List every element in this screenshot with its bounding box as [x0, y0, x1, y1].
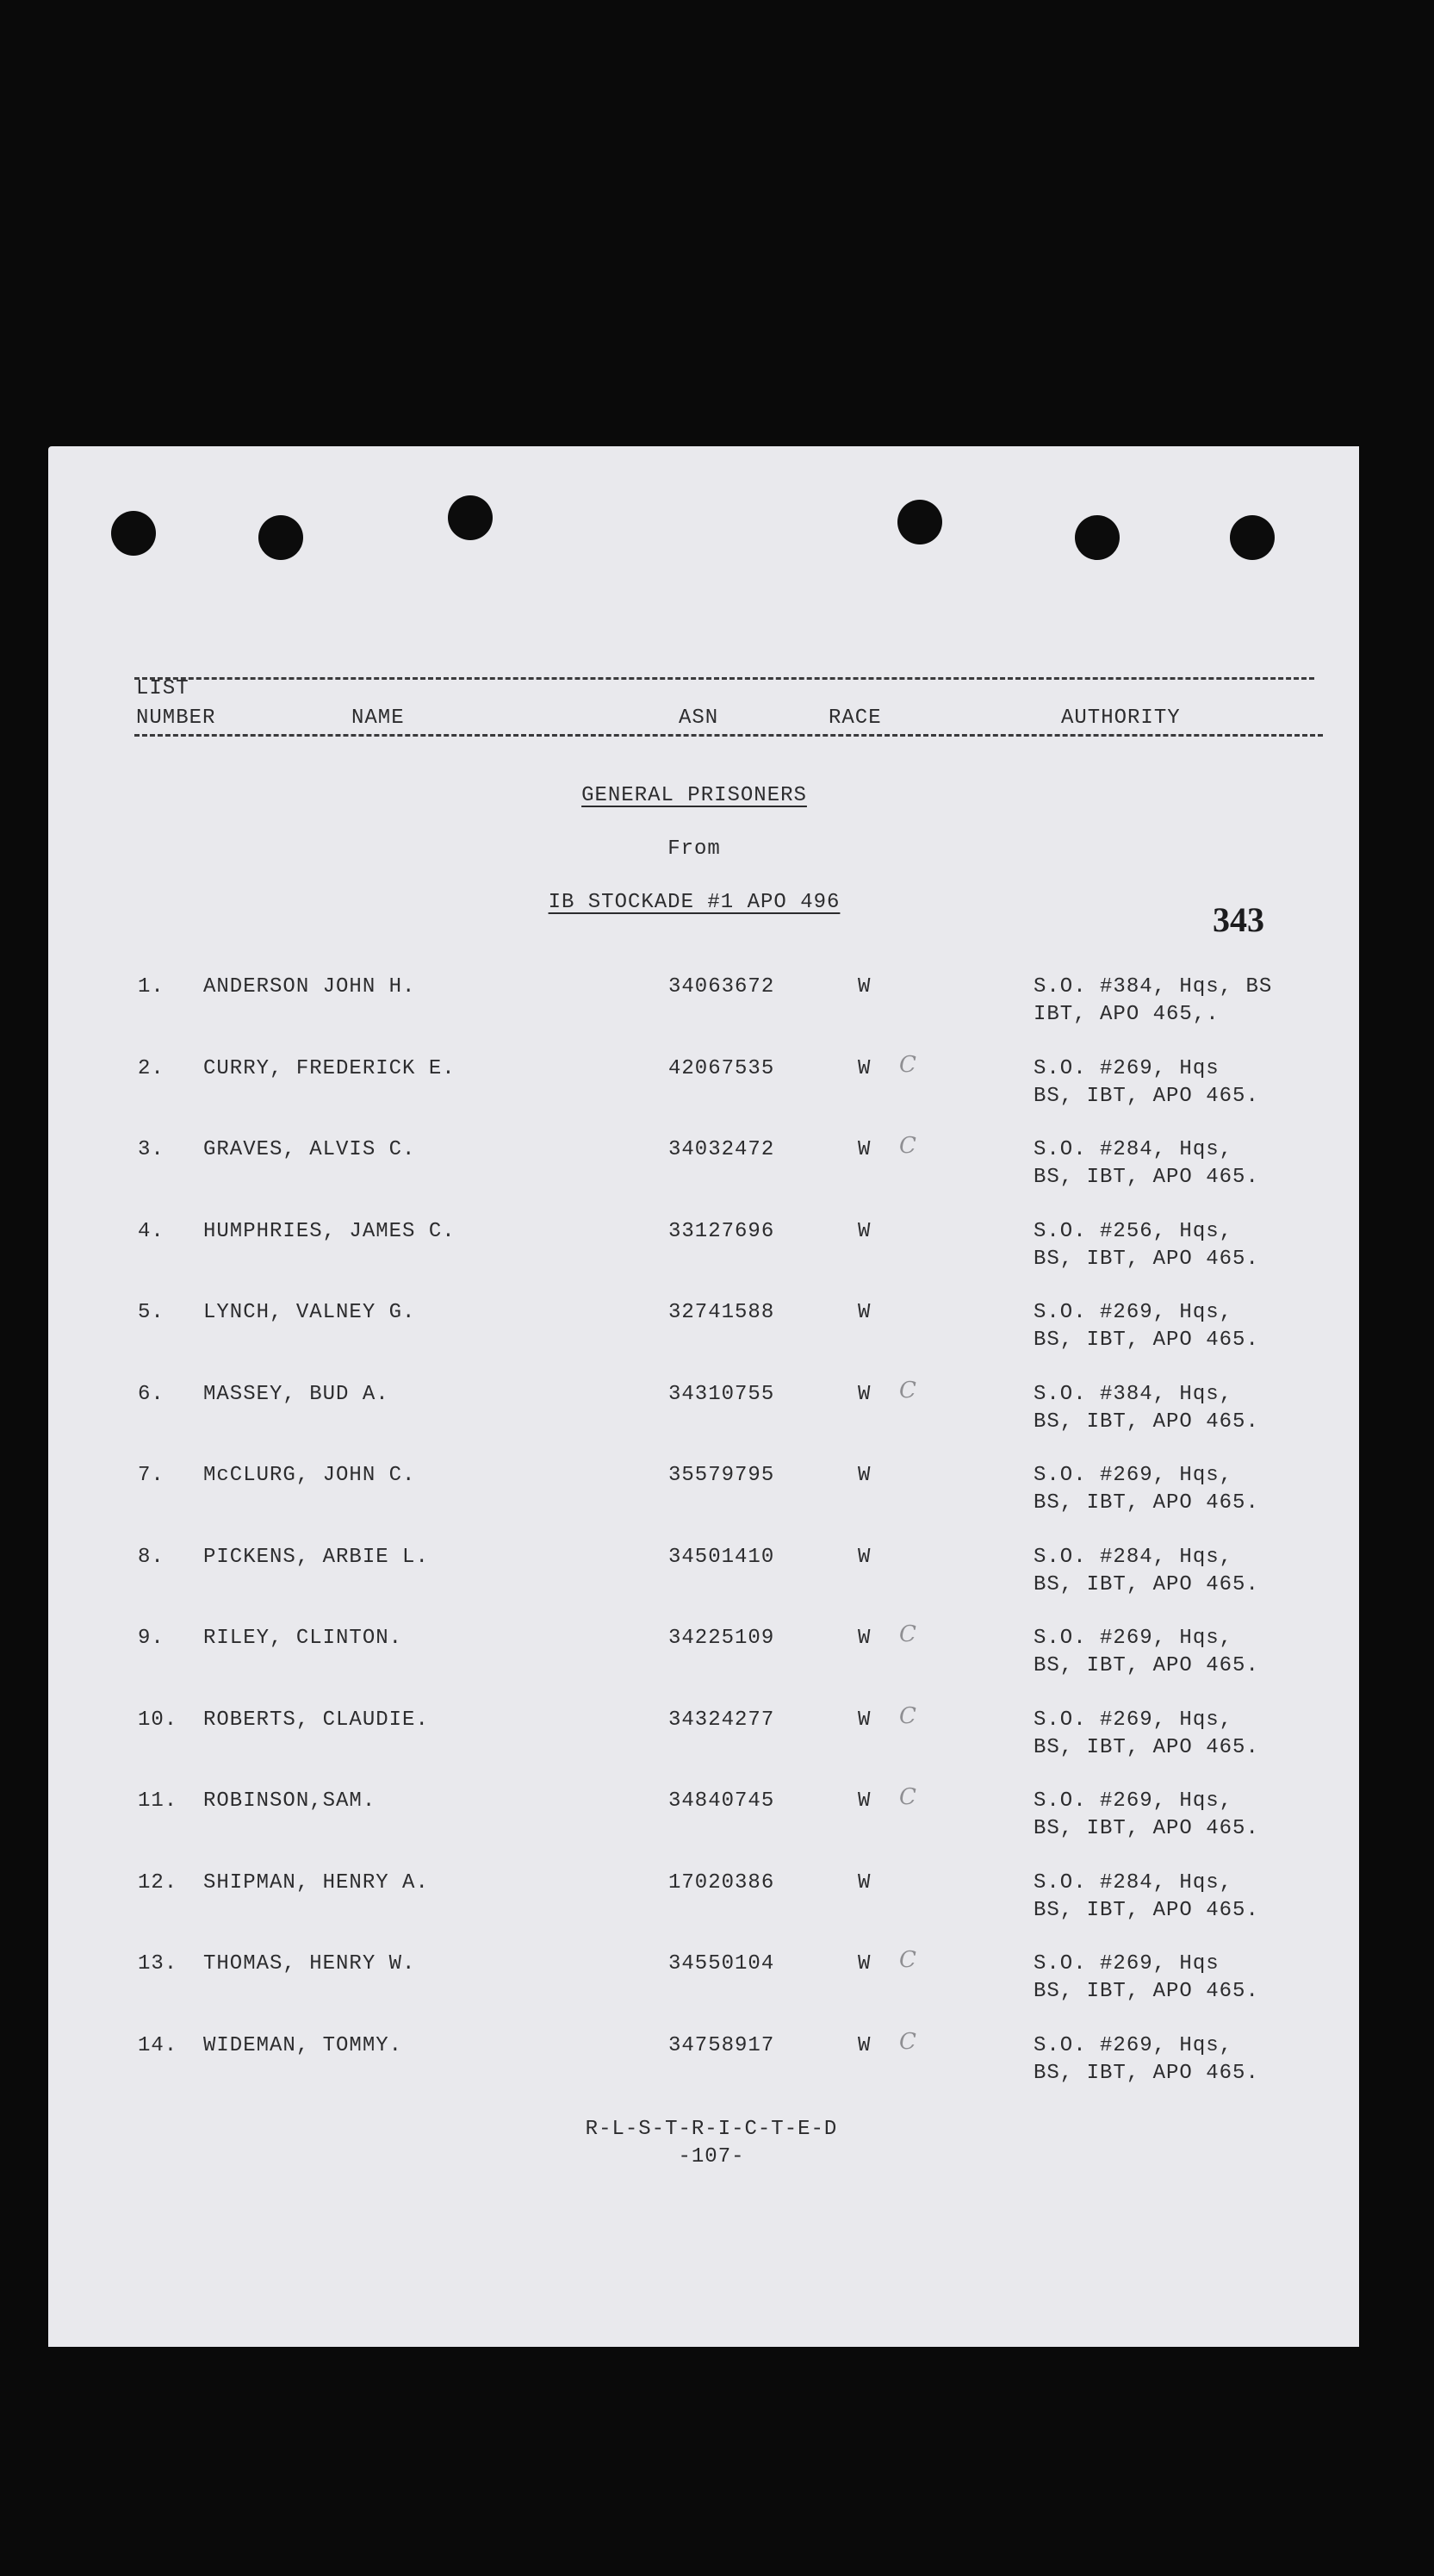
authority-line: S.O. #269, Hqs,	[1034, 1301, 1233, 1324]
prisoner-name: MASSEY, BUD A.	[203, 1383, 389, 1406]
row-number: 7.	[138, 1464, 165, 1487]
prisoner-name: RILEY, CLINTON.	[203, 1627, 403, 1650]
punch-hole	[448, 495, 493, 540]
header-authority-label: AUTHORITY	[1061, 706, 1181, 730]
handwritten-mark: C	[899, 1621, 916, 1647]
footer-classification: R-L-S-T-R-I-C-T-E-D	[585, 2118, 838, 2141]
handwritten-mark: C	[899, 1784, 916, 1810]
authority-line: BS, IBT, APO 465.	[1034, 1491, 1259, 1515]
prisoner-asn: 34758917	[668, 2034, 775, 2057]
prisoner-name: GRAVES, ALVIS C.	[203, 1138, 416, 1161]
authority-line: S.O. #269, Hqs	[1034, 1057, 1220, 1080]
prisoner-name: CURRY, FREDERICK E.	[203, 1057, 456, 1080]
handwritten-mark: C	[899, 1133, 916, 1159]
header-list-label: LIST	[136, 677, 189, 700]
prisoner-race: W	[858, 1546, 872, 1569]
handwritten-mark: C	[899, 1052, 916, 1078]
header-asn-label: ASN	[679, 706, 719, 730]
header-rule-bottom	[134, 734, 1323, 737]
authority-line: S.O. #269, Hqs,	[1034, 1627, 1233, 1650]
handwritten-mark: C	[899, 1378, 916, 1403]
prisoner-asn: 42067535	[668, 1057, 775, 1080]
row-number: 4.	[138, 1220, 165, 1243]
authority-line: S.O. #384, Hqs, BS	[1034, 975, 1273, 999]
row-number: 11.	[138, 1789, 178, 1813]
row-number: 1.	[138, 975, 165, 999]
prisoner-asn: 34225109	[668, 1627, 775, 1650]
row-number: 2.	[138, 1057, 165, 1080]
prisoner-name: ROBERTS, CLAUDIE.	[203, 1708, 429, 1732]
header-race-label: RACE	[829, 706, 882, 730]
authority-line: S.O. #269, Hqs,	[1034, 1464, 1233, 1487]
handwritten-mark: C	[899, 1703, 916, 1729]
document-title: GENERAL PRISONERS	[581, 784, 807, 807]
authority-line: BS, IBT, APO 465.	[1034, 2062, 1259, 2085]
row-number: 6.	[138, 1383, 165, 1406]
document-page	[48, 446, 1359, 2347]
document-subtitle: From	[667, 837, 721, 861]
prisoner-asn: 34063672	[668, 975, 775, 999]
prisoner-asn: 35579795	[668, 1464, 775, 1487]
prisoner-name: SHIPMAN, HENRY A.	[203, 1871, 429, 1895]
authority-line: S.O. #269, Hqs,	[1034, 1708, 1233, 1732]
authority-line: BS, IBT, APO 465.	[1034, 1980, 1259, 2003]
prisoner-race: W	[858, 1220, 872, 1243]
punch-hole	[897, 500, 942, 544]
prisoner-race: W	[858, 1708, 872, 1732]
header-rule-top	[134, 677, 1314, 680]
footer-page-number: -107-	[678, 2145, 745, 2168]
prisoner-race: W	[858, 1952, 872, 1976]
authority-line: S.O. #284, Hqs,	[1034, 1138, 1233, 1161]
prisoner-race: W	[858, 1627, 872, 1650]
prisoner-race: W	[858, 1138, 872, 1161]
handwritten-mark: C	[899, 2029, 916, 2055]
punch-hole	[1230, 515, 1275, 560]
prisoner-asn: 34324277	[668, 1708, 775, 1732]
document-origin: IB STOCKADE #1 APO 496	[548, 891, 841, 914]
prisoner-name: ROBINSON,SAM.	[203, 1789, 376, 1813]
prisoner-asn: 32741588	[668, 1301, 775, 1324]
prisoner-asn: 34032472	[668, 1138, 775, 1161]
prisoner-race: W	[858, 975, 872, 999]
row-number: 14.	[138, 2034, 178, 2057]
prisoner-name: HUMPHRIES, JAMES C.	[203, 1220, 456, 1243]
row-number: 5.	[138, 1301, 165, 1324]
prisoner-race: W	[858, 1301, 872, 1324]
prisoner-asn: 34550104	[668, 1952, 775, 1976]
prisoner-race: W	[858, 2034, 872, 2057]
authority-line: BS, IBT, APO 465.	[1034, 1817, 1259, 1840]
prisoner-name: WIDEMAN, TOMMY.	[203, 2034, 403, 2057]
prisoner-asn: 34310755	[668, 1383, 775, 1406]
authority-line: BS, IBT, APO 465.	[1034, 1166, 1259, 1189]
prisoner-name: LYNCH, VALNEY G.	[203, 1301, 416, 1324]
prisoner-name: ANDERSON JOHN H.	[203, 975, 416, 999]
prisoner-name: PICKENS, ARBIE L.	[203, 1546, 429, 1569]
authority-line: BS, IBT, APO 465.	[1034, 1410, 1259, 1434]
prisoner-race: W	[858, 1871, 872, 1895]
authority-line: S.O. #284, Hqs,	[1034, 1871, 1233, 1895]
prisoner-race: W	[858, 1464, 872, 1487]
row-number: 8.	[138, 1546, 165, 1569]
row-number: 9.	[138, 1627, 165, 1650]
authority-line: BS, IBT, APO 465.	[1034, 1085, 1259, 1108]
page-number-stamp: 343	[1213, 900, 1264, 939]
authority-line: S.O. #284, Hqs,	[1034, 1546, 1233, 1569]
punch-hole	[258, 515, 303, 560]
prisoner-race: W	[858, 1789, 872, 1813]
row-number: 13.	[138, 1952, 178, 1976]
authority-line: BS, IBT, APO 465.	[1034, 1736, 1259, 1759]
punch-hole	[111, 511, 156, 556]
prisoner-name: McCLURG, JOHN C.	[203, 1464, 416, 1487]
row-number: 3.	[138, 1138, 165, 1161]
prisoner-asn: 34840745	[668, 1789, 775, 1813]
prisoner-asn: 33127696	[668, 1220, 775, 1243]
row-number: 10.	[138, 1708, 178, 1732]
prisoner-name: THOMAS, HENRY W.	[203, 1952, 416, 1976]
punch-hole	[1075, 515, 1120, 560]
authority-line: S.O. #384, Hqs,	[1034, 1383, 1233, 1406]
prisoner-asn: 17020386	[668, 1871, 775, 1895]
authority-line: BS, IBT, APO 465.	[1034, 1328, 1259, 1352]
prisoner-race: W	[858, 1057, 872, 1080]
prisoner-race: W	[858, 1383, 872, 1406]
authority-line: S.O. #269, Hqs,	[1034, 1789, 1233, 1813]
handwritten-mark: C	[899, 1947, 916, 1973]
header-name-label: NAME	[351, 706, 405, 730]
authority-line: S.O. #256, Hqs,	[1034, 1220, 1233, 1243]
authority-line: BS, IBT, APO 465.	[1034, 1654, 1259, 1677]
authority-line: S.O. #269, Hqs,	[1034, 2034, 1233, 2057]
authority-line: S.O. #269, Hqs	[1034, 1952, 1220, 1976]
prisoner-asn: 34501410	[668, 1546, 775, 1569]
authority-line: BS, IBT, APO 465.	[1034, 1899, 1259, 1922]
authority-line: BS, IBT, APO 465.	[1034, 1573, 1259, 1596]
authority-line: BS, IBT, APO 465.	[1034, 1248, 1259, 1271]
authority-line: IBT, APO 465,.	[1034, 1003, 1220, 1026]
row-number: 12.	[138, 1871, 178, 1895]
header-number-label: NUMBER	[136, 706, 216, 730]
